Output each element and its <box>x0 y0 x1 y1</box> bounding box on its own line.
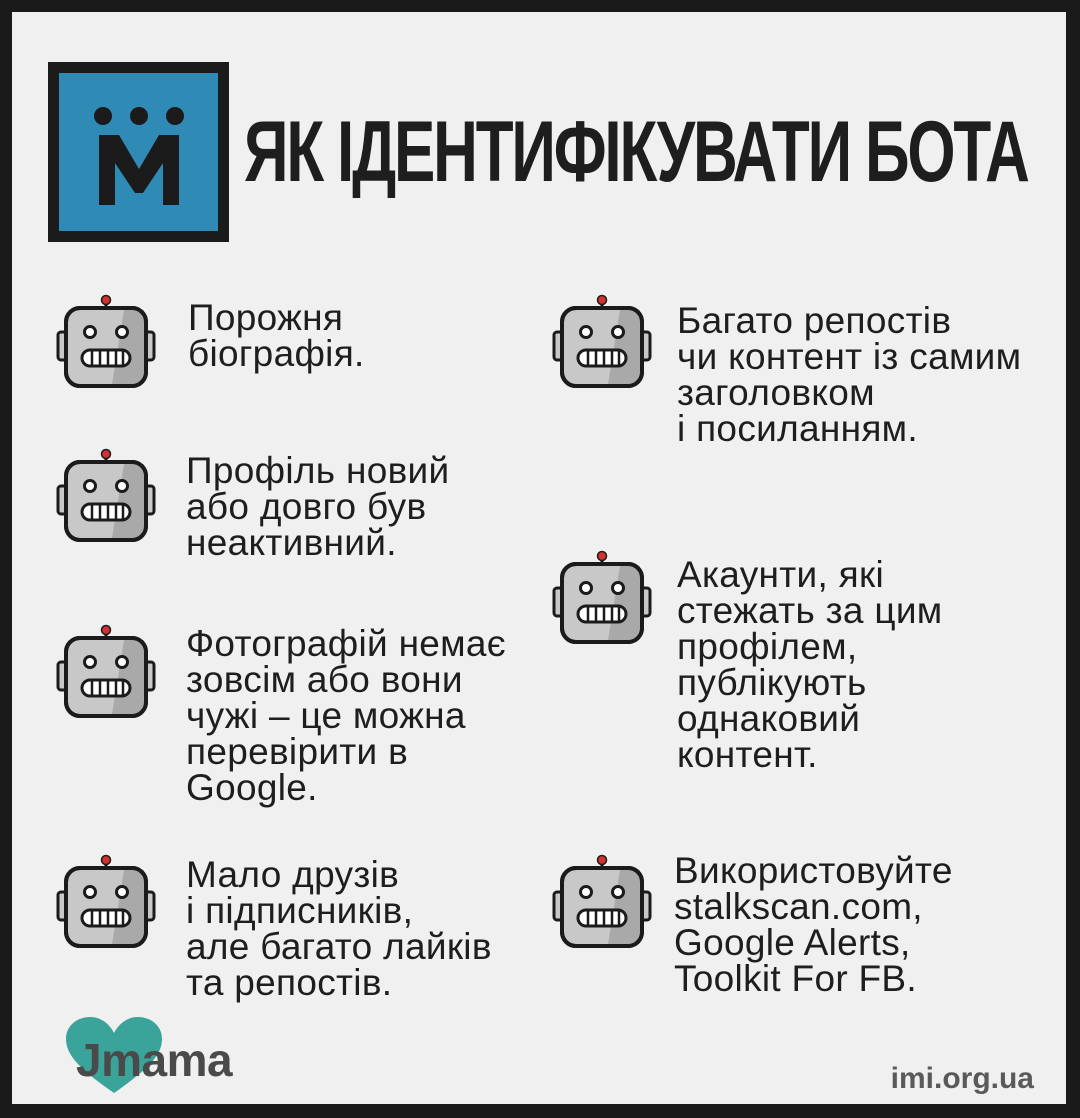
robot-icon <box>54 854 158 950</box>
robot-icon <box>550 294 654 390</box>
tip-text: Мало друзів і підписників, але багато лайків та репостів. <box>186 854 492 1003</box>
tip-text: Порожня біографія. <box>188 297 365 374</box>
tip-text: Фотографій немає зовсім або вони чужі – це можна перевірити в Google. <box>186 623 506 808</box>
tip-text: Використовуйте stalkscan.com, Google Alerts, Toolkit For FB. <box>674 850 953 999</box>
robot-icon <box>54 294 158 390</box>
site-url: imi.org.ua <box>890 1062 1034 1095</box>
imi-logo <box>48 62 229 242</box>
jmama-brand: Jmama <box>76 1034 233 1086</box>
jmama-logo <box>64 1017 294 1097</box>
robot-icon <box>54 624 158 720</box>
page-title: ЯК ІДЕНТИФІКУВАТИ БОТА <box>244 104 1028 200</box>
tip-text: Акаунти, які стежать за цим профілем, публікують однаковий контент. <box>677 554 943 775</box>
robot-icon <box>550 550 654 646</box>
robot-icon <box>550 854 654 950</box>
tip-text: Багато репостів чи контент із самим заголовком і посиланням. <box>677 300 1022 449</box>
tip-text: Профіль новий або довго був неактивний. <box>186 450 450 563</box>
robot-icon <box>54 448 158 544</box>
infographic-card <box>12 12 1066 1104</box>
